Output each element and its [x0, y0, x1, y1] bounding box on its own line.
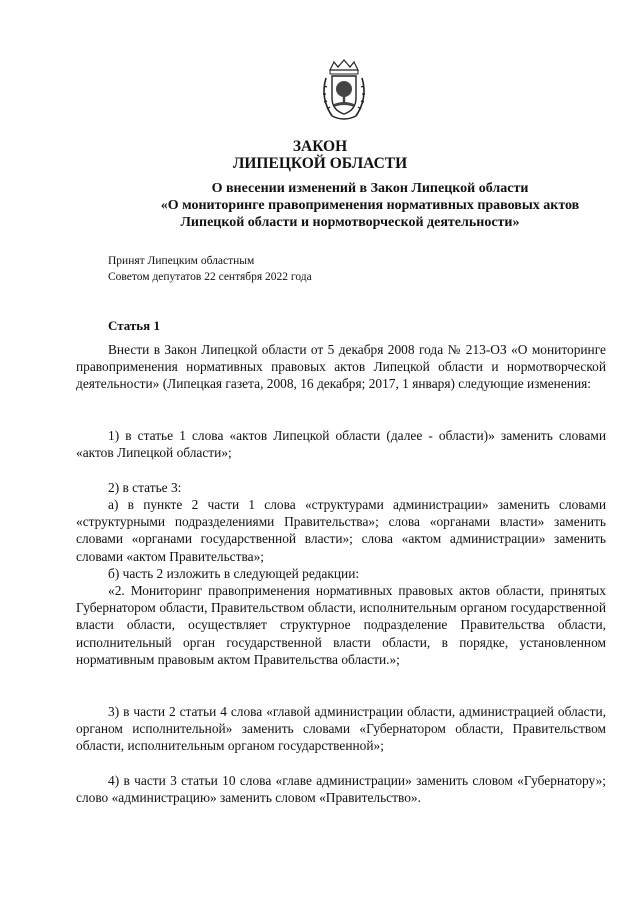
subtitle-line-3: Липецкой области и нормотворческой деятельности» — [180, 215, 520, 230]
adoption-note — [108, 253, 312, 285]
law-subtitle — [100, 180, 640, 231]
amendment-item-4: 4) в части 3 статьи 10 слова «главе администрации» заменить словом «Губернатору»; слово «администрацию» заменить словом «Правительство». — [76, 773, 606, 806]
law-title: ЗАКОН — [292, 138, 348, 155]
adoption-line-2: Советом депутатов 22 сентября 2022 года — [108, 271, 312, 283]
amendment-item-2-b: б) часть 2 изложить в следующей редакции: — [108, 566, 360, 581]
amendment-item-2-heading: 2) в статье 3: — [108, 480, 182, 495]
amendment-item-3: 3) в части 2 статьи 4 слова «главой администрации области, администрацией области, органом исполнительной» заменить словами «Губернатором области, Правительством области, исполнительным органом государственной»; — [76, 704, 606, 754]
amendment-item-1: 1) в статье 1 слова «актов Липецкой области (далее - области)» заменить словами «актов Липецкой области»; — [76, 428, 606, 461]
adoption-line-1: Принят Липецким областным — [108, 255, 255, 267]
subtitle-line-1: О внесении изменений в Закон Липецкой области — [211, 181, 529, 196]
amendment-item-2-b-text: «2. Мониторинг правоприменения нормативных правовых актов области, принятых Губернатором области, Правительством области, исполнительным органом государственной власти области, осуществляет структурное подразделение Правительства области, исполнительный орган государственной власти области, в порядке, установленном нормативным правовым актом Правительства области.»; — [76, 583, 606, 667]
region-title: ЛИПЕЦКОЙ ОБЛАСТИ — [232, 155, 408, 172]
subtitle-line-2: «О мониторинге правоприменения нормативных правовых актов — [160, 198, 580, 213]
coat-of-arms-emblem — [318, 58, 370, 124]
article-heading: Статья 1 — [108, 318, 160, 333]
amendment-item-2-a: а) в пункте 2 части 1 слова «структурами администрации» заменить словами «структурными подразделениями Правительства»; слова «органами власти» заменить словами «органами государственной власти»; слова «актом администрации» заменить словами «актом Правительства»; — [76, 497, 606, 564]
article-intro: Внести в Закон Липецкой области от 5 декабря 2008 года № 213-ОЗ «О мониторинге правоприменения нормативных правовых актов Липецкой области и нормотворческой деятельности» (Липецкая газета, 2008, 16 декабря; 2017, 1 января) следующие изменения: — [76, 342, 606, 392]
